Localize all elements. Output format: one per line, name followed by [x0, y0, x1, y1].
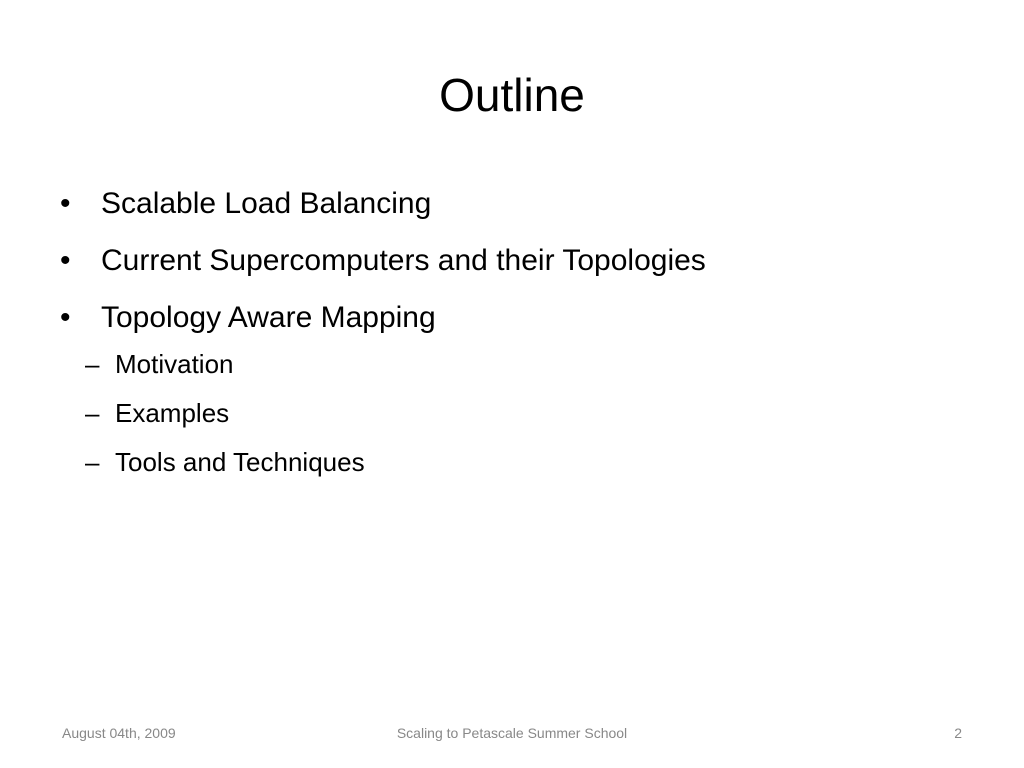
- sub-bullet-text: Tools and Techniques: [115, 447, 365, 477]
- bullet-text: Current Supercomputers and their Topologies: [101, 244, 706, 277]
- bullet-list: [58, 184, 978, 497]
- slide-title: Outline: [439, 69, 585, 121]
- footer-event-name: Scaling to Petascale Summer School: [396, 725, 628, 741]
- dash-icon: –: [85, 349, 100, 379]
- dash-icon: –: [85, 447, 100, 477]
- footer-date: August 04th, 2009: [62, 725, 176, 741]
- sub-bullet-item: [71, 346, 978, 382]
- bullet-item: [58, 241, 978, 281]
- bullet-text: Topology Aware Mapping: [101, 301, 436, 334]
- dash-icon: –: [85, 398, 100, 428]
- bullet-item: [58, 184, 978, 224]
- sub-bullet-item: [71, 395, 978, 431]
- sub-bullet-text: Examples: [115, 398, 230, 428]
- sub-bullet-list: [85, 346, 978, 480]
- bullet-dot-icon: •: [60, 244, 71, 277]
- sub-bullet-item: [71, 444, 978, 480]
- bullet-item: [58, 298, 978, 480]
- footer-page-number: 2: [954, 725, 962, 741]
- bullet-dot-icon: •: [60, 301, 71, 334]
- sub-bullet-text: Motivation: [115, 349, 234, 379]
- bullet-dot-icon: •: [60, 187, 71, 220]
- bullet-text: Scalable Load Balancing: [101, 187, 432, 220]
